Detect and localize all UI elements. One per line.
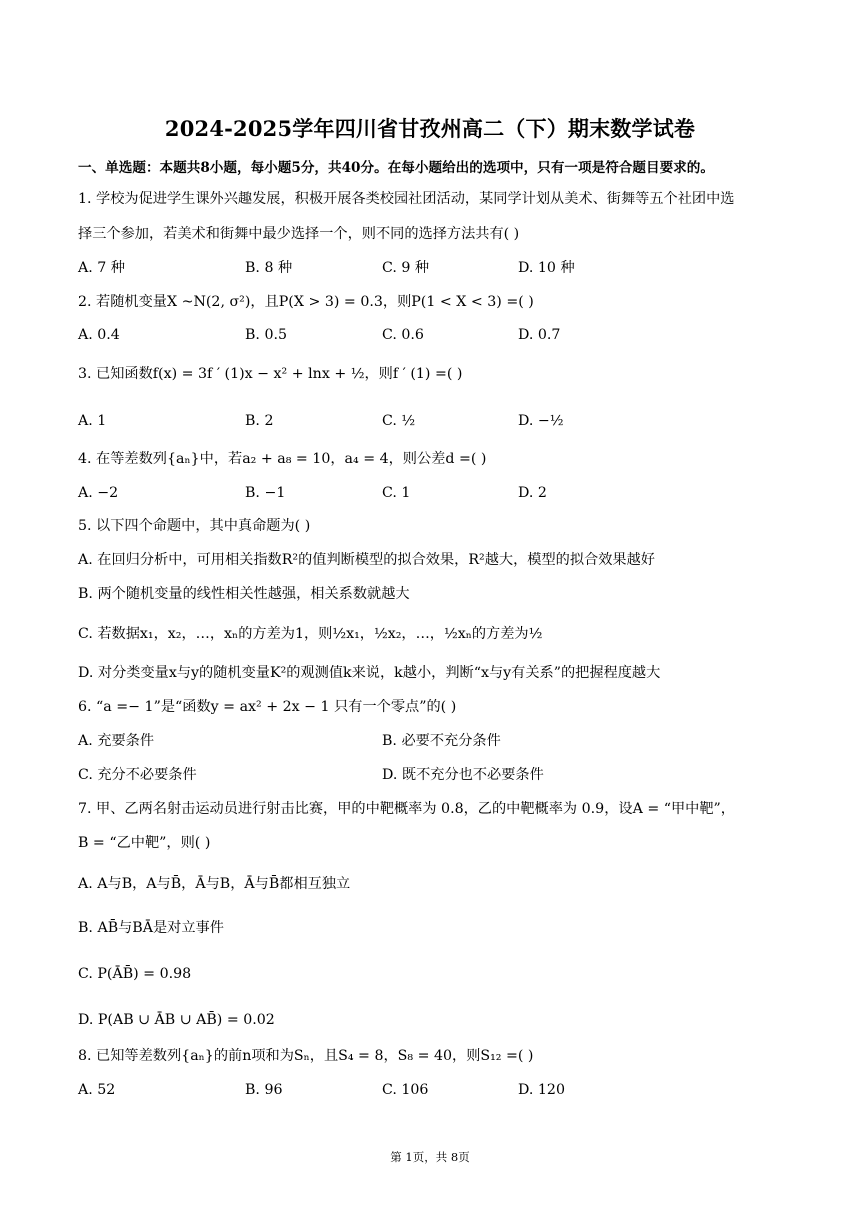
question-4-stem: 4. 在等差数列{aₙ}中，若a₂ + a₈ = 10，a₄ = 4，则公差d =( ) bbox=[78, 451, 487, 467]
question-7-stem-line-1: 7. 甲、乙两名射击运动员进行射击比赛，甲的中靶概率为 0.8，乙的中靶概率为 0.9，设A = “甲中靶”， bbox=[78, 801, 735, 817]
question-4-option-a: A. −2 bbox=[78, 485, 119, 501]
question-5-option-d: D. 对分类变量x与y的随机变量K²的观测值k来说，k越小，判断“x与y有关系”的把握程度越大 bbox=[78, 665, 661, 681]
question-6-option-a: A. 充要条件 bbox=[78, 733, 155, 749]
question-5-stem: 5. 以下四个命题中，其中真命题为( ) bbox=[78, 518, 311, 534]
question-5-option-b: B. 两个随机变量的线性相关性越强，相关系数就越大 bbox=[78, 586, 410, 602]
question-7-option-d: D. P(AB ∪ ĀB ∪ AB̄) = 0.02 bbox=[78, 1012, 275, 1028]
question-1-option-a: A. 7 种 bbox=[78, 260, 125, 276]
question-3-option-a: A. 1 bbox=[78, 413, 107, 429]
question-6-stem: 6. “a =− 1”是“函数y = ax² + 2x − 1 只有一个零点”的( ) bbox=[78, 699, 457, 715]
question-8-option-c: C. 106 bbox=[382, 1082, 429, 1098]
question-8-option-a: A. 52 bbox=[78, 1082, 116, 1098]
question-2-option-c: C. 0.6 bbox=[382, 327, 424, 343]
question-5-option-a: A. 在回归分析中，可用相关指数R²的值判断模型的拟合效果，R²越大，模型的拟合效果越好 bbox=[78, 552, 655, 568]
question-2-option-d: D. 0.7 bbox=[518, 327, 561, 343]
question-3-stem: 3. 已知函数f(x) = 3f ′ (1)x − x² + lnx + ½，则f ′ (1) =( ) bbox=[78, 366, 463, 382]
question-3-option-c: C. ½ bbox=[382, 413, 416, 429]
question-7-stem-line-2: B = “乙中靶”，则( ) bbox=[78, 835, 211, 851]
question-8-option-d: D. 120 bbox=[518, 1082, 565, 1098]
question-5-option-c: C. 若数据x₁，x₂，…，xₙ的方差为1，则½x₁，½x₂，…，½xₙ的方差为½ bbox=[78, 626, 543, 642]
question-6-option-b: B. 必要不充分条件 bbox=[382, 733, 501, 749]
question-6-option-d: D. 既不充分也不必要条件 bbox=[382, 767, 544, 783]
question-1-option-c: C. 9 种 bbox=[382, 260, 430, 276]
question-2-option-b: B. 0.5 bbox=[245, 327, 288, 343]
question-7-option-b: B. AB̄与BĀ是对立事件 bbox=[78, 920, 224, 936]
question-4-option-b: B. −1 bbox=[245, 485, 286, 501]
question-7-option-c: C. P(ĀB̄) = 0.98 bbox=[78, 966, 192, 982]
question-4-option-c: C. 1 bbox=[382, 485, 411, 501]
question-2-option-a: A. 0.4 bbox=[78, 327, 120, 343]
section-heading: 一、单选题：本题共8小题，每小题5分，共40分。在每小题给出的选项中，只有一项是符合题目要求的。 bbox=[78, 160, 714, 176]
question-7-option-a: A. A与B，A与B̄，Ā与B，Ā与B̄都相互独立 bbox=[78, 876, 351, 892]
question-1-option-d: D. 10 种 bbox=[518, 260, 575, 276]
question-1-stem-line-2: 择三个参加，若美术和街舞中最少选择一个，则不同的选择方法共有( ) bbox=[78, 226, 520, 242]
page-footer: 第 1页，共 8页 bbox=[390, 1150, 470, 1164]
question-6-option-c: C. 充分不必要条件 bbox=[78, 767, 197, 783]
question-2-stem: 2. 若随机变量X ~N(2, σ²)，且P(X > 3) = 0.3，则P(1 < X < 3) =( ) bbox=[78, 294, 534, 310]
question-4-option-d: D. 2 bbox=[518, 485, 547, 501]
question-1-stem-line-1: 1. 学校为促进学生课外兴趣发展，积极开展各类校园社团活动，某同学计划从美术、街舞等五个社团中选 bbox=[78, 191, 735, 207]
question-8-stem: 8. 已知等差数列{aₙ}的前n项和为Sₙ，且S₄ = 8，S₈ = 40，则S₁₂ =( ) bbox=[78, 1048, 534, 1064]
question-1-option-b: B. 8 种 bbox=[245, 260, 293, 276]
question-3-option-d: D. −½ bbox=[518, 413, 564, 429]
question-8-option-b: B. 96 bbox=[245, 1082, 283, 1098]
page-title: 2024-2025学年四川省甘孜州高二（下）期末数学试卷 bbox=[164, 116, 696, 141]
question-3-option-b: B. 2 bbox=[245, 413, 274, 429]
